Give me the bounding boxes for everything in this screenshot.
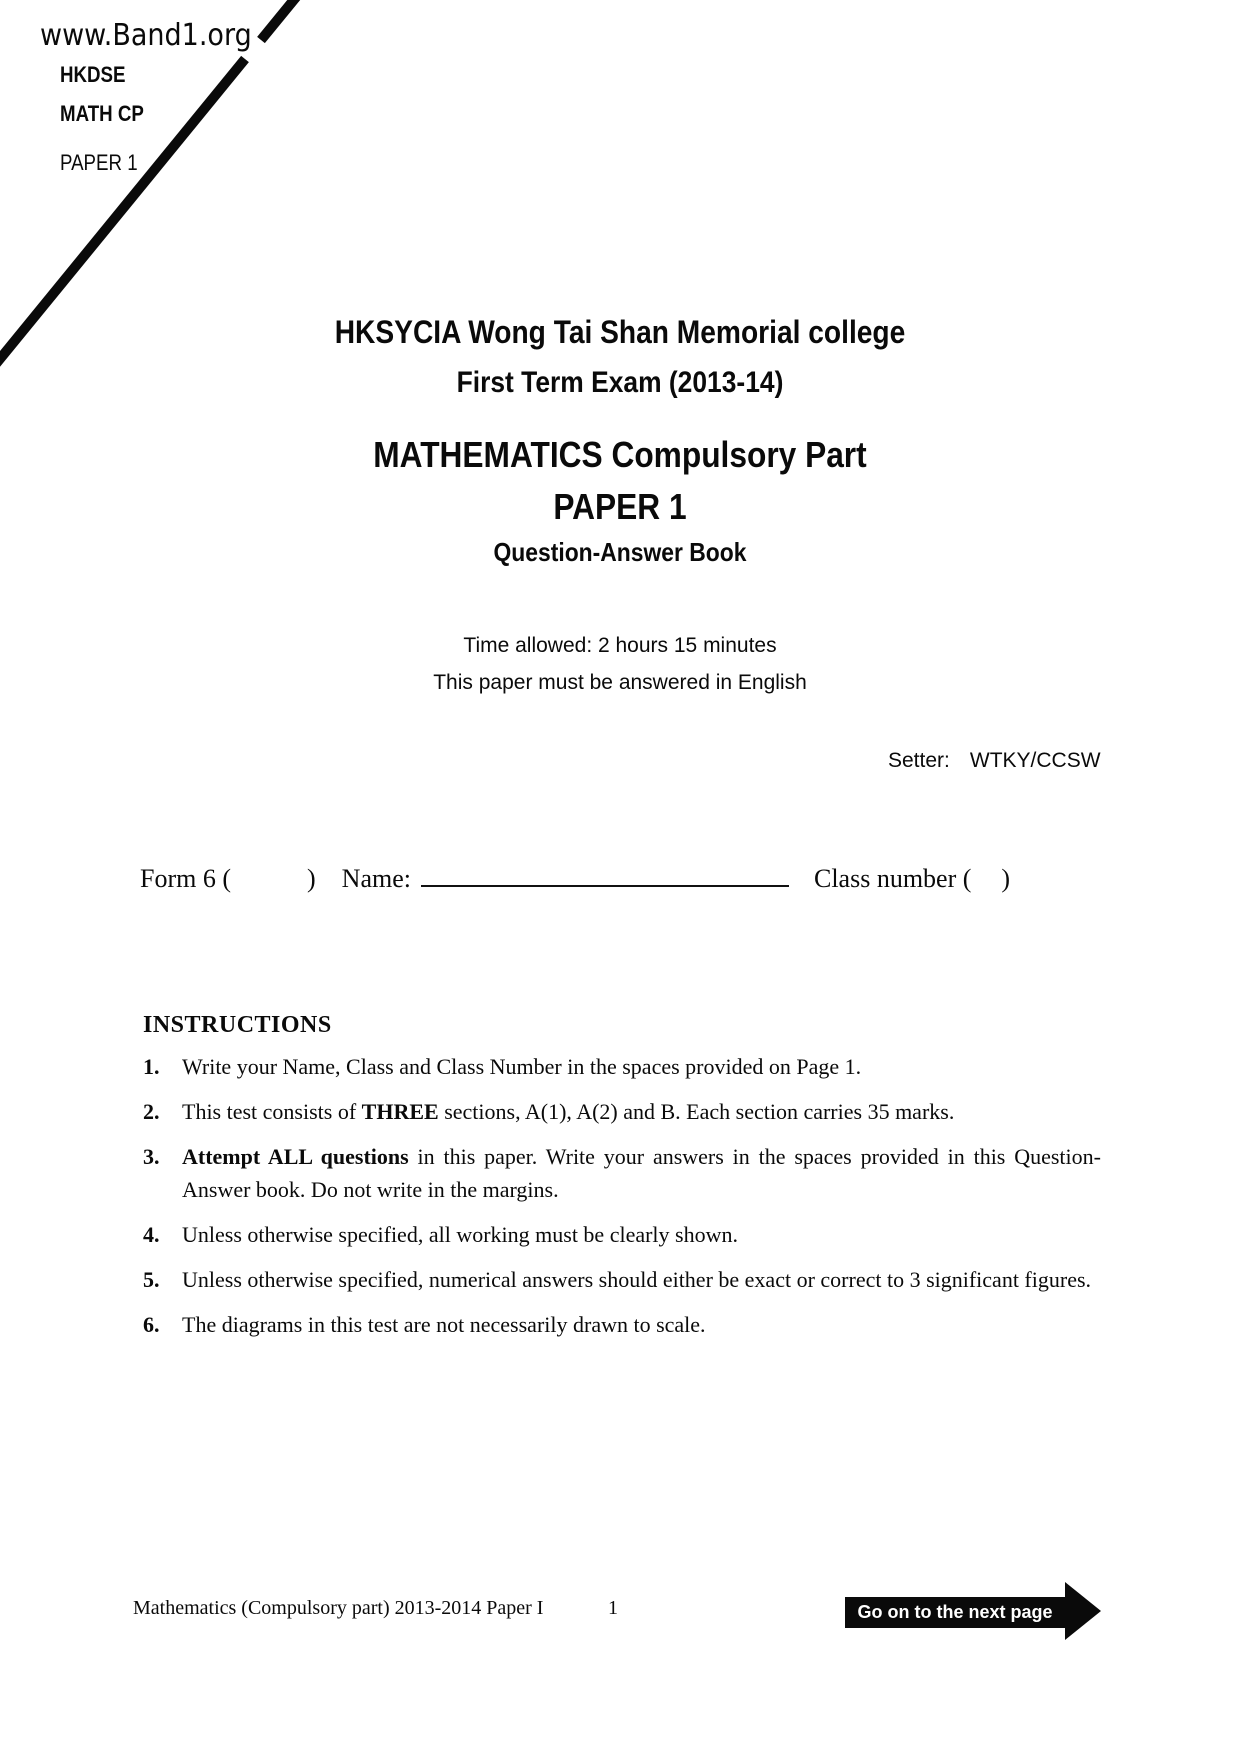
item-text: The diagrams in this test are not necessarily drawn to scale.: [182, 1312, 706, 1337]
student-info-line: [140, 862, 1010, 896]
item-text: Write your Name, Class and Class Number in the spaces provided on Page 1.: [182, 1054, 862, 1079]
time-allowed-note: Time allowed: 2 hours 15 minutes: [463, 634, 777, 657]
item-number: 2.: [143, 1099, 160, 1124]
corner-label-math-cp: MATH CP: [60, 101, 144, 126]
item-number: 6.: [143, 1312, 160, 1337]
setter-line: [888, 749, 1101, 773]
name-label: Name:: [341, 864, 411, 893]
instructions-title: INSTRUCTIONS: [143, 1012, 332, 1038]
language-note: This paper must be answered in English: [433, 671, 807, 694]
paper-number: PAPER 1: [553, 486, 687, 527]
item-text: This test consists of THREE sections, A(1), A(2) and B. Each section carries 35 marks.: [182, 1099, 955, 1124]
item-number: 5.: [143, 1267, 160, 1292]
setter-label: Setter:: [888, 749, 950, 772]
item-number: 4.: [143, 1222, 160, 1247]
next-page-arrow: [845, 1582, 1105, 1640]
form-close-paren: ): [307, 864, 316, 893]
item-number: 1.: [143, 1054, 160, 1079]
item-number: 3.: [143, 1144, 160, 1169]
corner-label-hkdse: HKDSE: [60, 62, 126, 87]
school-name: HKSYCIA Wong Tai Shan Memorial college: [334, 314, 906, 350]
item-text: Unless otherwise specified, numerical answers should either be exact or correct to 3 significant figures.: [182, 1267, 1092, 1292]
arrow-right-icon: [1065, 1582, 1101, 1640]
corner-label-paper-1: PAPER 1: [60, 150, 138, 175]
item-text: Unless otherwise specified, all working must be clearly shown.: [182, 1222, 738, 1247]
page-number: 1: [608, 1597, 618, 1619]
next-page-arrow-label: Go on to the next page: [845, 1597, 1065, 1628]
class-number-label: Class number (: [813, 864, 972, 893]
class-close-paren: ): [1001, 864, 1011, 893]
watermark-text: www.Band1.org: [40, 18, 252, 53]
instruction-item: [143, 1050, 1101, 1083]
footer-paper-title: Mathematics (Compulsory part) 2013-2014 Paper I: [133, 1597, 544, 1619]
instruction-item: [143, 1263, 1101, 1296]
instruction-item: [143, 1308, 1101, 1341]
instruction-item: [143, 1095, 1101, 1128]
instruction-item: [143, 1140, 1101, 1206]
instruction-item: [143, 1218, 1101, 1251]
exam-term: First Term Exam (2013-14): [456, 366, 784, 399]
instructions-section: [143, 1010, 1101, 1353]
subject-title: MATHEMATICS Compulsory Part: [373, 434, 867, 475]
book-type: Question-Answer Book: [493, 537, 747, 567]
name-blank: [421, 883, 789, 887]
form-label: Form 6 (: [140, 864, 231, 893]
item-text: Attempt ALL questions in this paper. Write your answers in the spaces provided in this Question-Answer book. Do not write in the margins.: [182, 1144, 1101, 1202]
setter-value: WTKY/CCSW: [969, 749, 1101, 772]
instructions-list: [143, 1050, 1101, 1341]
